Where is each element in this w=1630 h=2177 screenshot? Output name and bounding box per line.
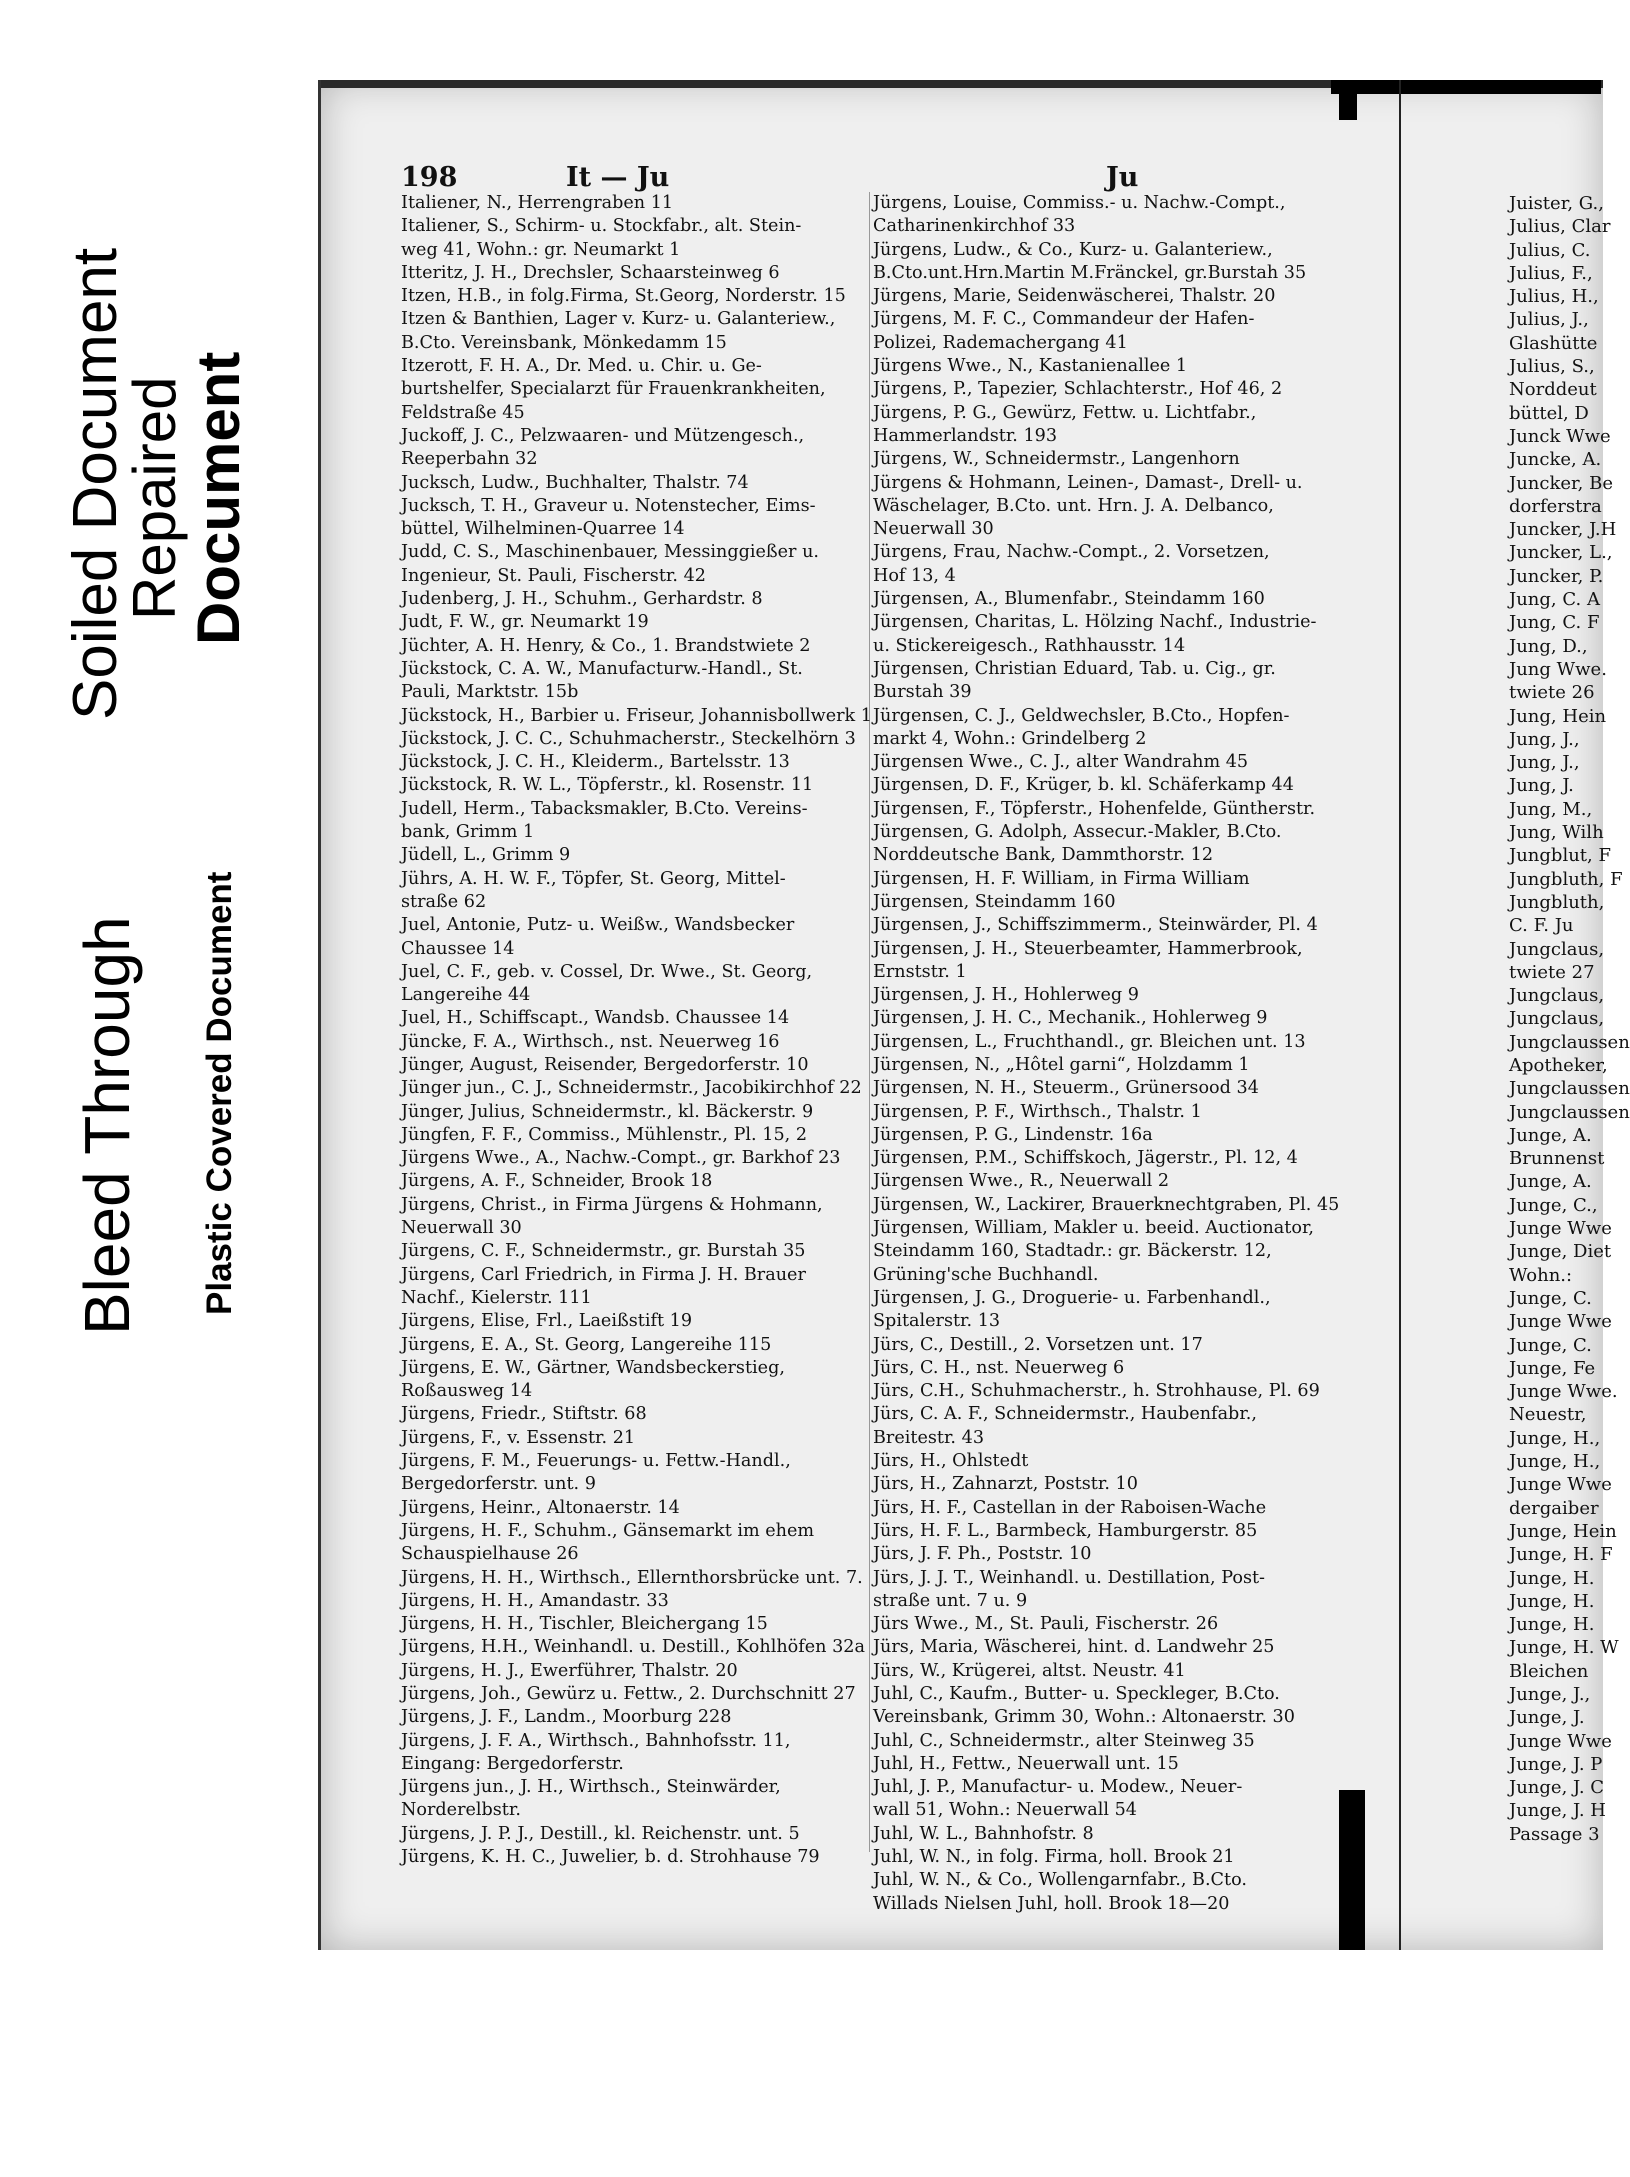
directory-entry-line: Jungbluth, F [1509, 868, 1623, 890]
directory-entry-line: Judd, C. S., Maschinenbauer, Messinggießer u. [401, 542, 819, 563]
directory-entry-line: Jürs, H. F. L., Barmbeck, Hamburgerstr. 85 [873, 1520, 1258, 1541]
directory-entry-line: Jung, C. A [1509, 589, 1600, 611]
directory-entry-line: Langereihe 44 [401, 985, 531, 1006]
binding-clip-top [1339, 80, 1357, 120]
directory-entry-line: Jürgensen, H. F. William, in Firma William [873, 868, 1250, 889]
directory-entry-line: Jürgensen, J. H., Hohlerweg 9 [873, 985, 1139, 1006]
directory-entry-line: Jürgens, F. M., Feuerungs- u. Fettw.-Handl., [401, 1451, 791, 1472]
directory-entry-line: Jung, C. F [1509, 612, 1600, 634]
directory-entry-line: Junge, J. [1509, 1707, 1585, 1729]
directory-entry-line: B.Cto. Vereinsbank, Mönkedamm 15 [401, 332, 727, 353]
directory-entry-line: Steindamm 160, Stadtadr.: gr. Bäckerstr. 12, [873, 1241, 1272, 1262]
directory-entry-line: Judell, Herm., Tabacksmakler, B.Cto. Vereins- [401, 798, 808, 819]
directory-entry-line: Juncker, P. [1509, 565, 1604, 587]
directory-entry-line: Norddeutsche Bank, Dammthorstr. 12 [873, 845, 1214, 866]
directory-entry-line: Junge, H. [1509, 1567, 1595, 1589]
directory-entry-line: Jürgens, Heinr., Altonaerstr. 14 [401, 1497, 680, 1518]
directory-entry-line: Juhl, C., Schneidermstr., alter Steinweg 35 [873, 1730, 1255, 1751]
directory-entry-line: Jürgens, H. F., Schuhm., Gänsemarkt im ehem [401, 1520, 815, 1541]
directory-entry-line: Jürgensen, D. F., Krüger, b. kl. Schäferkamp 44 [873, 775, 1294, 796]
directory-entry-line: Junge Wwe [1509, 1218, 1612, 1240]
directory-entry-line: Judt, F. W., gr. Neumarkt 19 [401, 612, 649, 633]
directory-entry-line: Jürgens, J. F., Landm., Moorburg 228 [401, 1707, 732, 1728]
directory-entry-line: Juncker, Be [1509, 472, 1613, 494]
directory-entry-line: Burstah 39 [873, 682, 972, 703]
directory-entry-line: Jückstock, R. W. L., Töpferstr., kl. Rosenstr. 11 [401, 775, 814, 796]
directory-entry-line: Jürs, C., Destill., 2. Vorsetzen unt. 17 [873, 1334, 1203, 1355]
directory-entry-line: Juhl, H., Fettw., Neuerwall unt. 15 [873, 1753, 1179, 1774]
directory-entry-line: Apotheker, [1509, 1054, 1608, 1076]
directory-entry-line: Spitalerstr. 13 [873, 1311, 1001, 1332]
directory-entry-line: Willads Nielsen Juhl, holl. Brook 18—20 [873, 1893, 1230, 1914]
directory-entry-line: dergaiber [1509, 1497, 1599, 1519]
directory-entry-line: Jürgensen, William, Makler u. beeid. Auctionator, [873, 1218, 1315, 1239]
directory-entry-line: Jürgens, C. F., Schneidermstr., gr. Burstah 35 [401, 1241, 806, 1262]
directory-entry-line: Itzen & Banthien, Lager v. Kurz- u. Galanteriew., [401, 309, 836, 330]
directory-entry-line: Jucksch, T. H., Graveur u. Notenstecher, Eims- [401, 495, 816, 516]
directory-entry-line: Jürgensen, L., Fruchthandl., gr. Bleichen unt. 13 [873, 1031, 1306, 1052]
directory-entry-line: straße unt. 7 u. 9 [873, 1590, 1028, 1611]
directory-entry-line: Jürgens, Marie, Seidenwäscherei, Thalstr. 20 [873, 286, 1276, 307]
directory-entry-line: Jückstock, H., Barbier u. Friseur, Johannisbollwerk 1 [401, 705, 872, 726]
directory-entry-line: Norderelbstr. [401, 1800, 521, 1821]
directory-entry-line: Jückstock, J. C. C., Schuhmacherstr., Steckelhörn 3 [401, 728, 856, 749]
directory-column-3 [1509, 192, 1630, 1846]
directory-entry-line: Julius, F., [1509, 262, 1593, 284]
directory-entry-line: Feldstraße 45 [401, 402, 525, 423]
directory-entry-line: Jungclaus, [1509, 938, 1605, 960]
directory-entry-line: Julius, Clar [1509, 216, 1611, 238]
directory-entry-line: Jürgens, P. G., Gewürz, Fettw. u. Lichtfabr., [873, 402, 1257, 423]
directory-entry-line: bank, Grimm 1 [401, 822, 535, 843]
directory-entry-line: Jürgensen, P. G., Lindenstr. 16a [873, 1124, 1153, 1145]
directory-entry-line: Schauspielhause 26 [401, 1544, 579, 1565]
directory-entry-line: Jürgensen Wwe., R., Neuerwall 2 [873, 1171, 1170, 1192]
directory-entry-line: Juhl, W. N., in folg. Firma, holl. Brook 21 [873, 1847, 1235, 1868]
directory-entry-line: Jungbluth, [1509, 891, 1605, 913]
directory-entry-line: Junge Wwe. [1509, 1381, 1618, 1403]
directory-entry-line: Junge, H. [1509, 1614, 1595, 1636]
directory-column-1 [401, 192, 871, 1869]
directory-entry-line: Jürgensen, Steindamm 160 [873, 891, 1116, 912]
directory-entry-line: Juhl, J. P., Manufactur- u. Modew., Neuer- [873, 1777, 1243, 1798]
directory-entry-line: Juncker, J.H [1509, 519, 1617, 541]
directory-entry-line: burtshelfer, Specialarzt für Frauenkrankheiten, [401, 379, 826, 400]
scanned-page [318, 80, 1630, 1950]
directory-entry-line: Jürgens & Hohmann, Leinen-, Damast-, Drell- u. [873, 472, 1303, 493]
directory-entry-line: Jungclaus, [1509, 985, 1605, 1007]
directory-entry-line: Jungblut, F [1509, 845, 1611, 867]
directory-entry-line: Wäschelager, B.Cto. unt. Hrn. J. A. Delbanco, [873, 495, 1274, 516]
directory-entry-line: Junge, J. P [1509, 1753, 1603, 1775]
directory-entry-line: Jüdell, L., Grimm 9 [401, 845, 571, 866]
label-soiled-document: Soiled Document [61, 247, 130, 720]
directory-entry-line: Jürgensen, J. G., Droguerie- u. Farbenhandl., [873, 1287, 1271, 1308]
directory-entry-line: büttel, D [1509, 402, 1589, 424]
directory-entry-line: büttel, Wilhelminen-Quarree 14 [401, 519, 685, 540]
directory-entry-line: Jürgens, F., v. Essenstr. 21 [401, 1427, 636, 1448]
directory-entry-line: Jung Wwe. [1509, 658, 1607, 680]
directory-entry-line: Jungclaus, [1509, 1008, 1605, 1030]
directory-entry-line: Jürs, J. J. T., Weinhandl. u. Destillation, Post- [873, 1567, 1265, 1588]
directory-entry-line: Junge, H. F [1509, 1544, 1613, 1566]
directory-entry-line: Junge Wwe [1509, 1311, 1612, 1333]
directory-entry-line: Jürgensen, W., Lackirer, Brauerknechtgraben, Pl. 45 [873, 1194, 1340, 1215]
directory-entry-line: Itteritz, J. H., Drechsler, Schaarsteinweg 6 [401, 262, 780, 283]
directory-entry-line: Hof 13, 4 [873, 565, 956, 586]
directory-entry-line: Bergedorferstr. unt. 9 [401, 1474, 596, 1495]
directory-entry-line: Jürgensen, F., Töpferstr., Hohenfelde, Güntherstr. [873, 798, 1316, 819]
directory-entry-line: Junge, J., [1509, 1684, 1591, 1705]
directory-entry-line: Junge, C. [1509, 1287, 1592, 1309]
directory-entry-line: Jürgens, Elise, Frl., Laeißstift 19 [401, 1311, 693, 1332]
directory-entry-line: Jürgensen, P. F., Wirthsch., Thalstr. 1 [873, 1101, 1202, 1122]
directory-entry-line: Jürgens Wwe., N., Kastanienallee 1 [873, 356, 1188, 377]
directory-entry-line: Jung, D., [1509, 635, 1588, 657]
directory-entry-line: Jürgens, H. J., Ewerführer, Thalstr. 20 [401, 1660, 738, 1681]
directory-entry-line: Wohn.: [1509, 1264, 1573, 1286]
directory-entry-line: Jürgens, Joh., Gewürz u. Fettw., 2. Durchschnitt 27 [401, 1684, 856, 1704]
directory-entry-line: Jürgens, P., Tapezier, Schlachterstr., Hof 46, 2 [873, 379, 1283, 400]
directory-entry-line: Jürgens, Christ., in Firma Jürgens & Hohmann, [401, 1194, 823, 1215]
directory-entry-line: Breitestr. 43 [873, 1427, 985, 1448]
directory-entry-line: Jückstock, C. A. W., Manufacturw.-Handl., St. [401, 658, 803, 679]
directory-entry-line: straße 62 [401, 891, 487, 912]
directory-entry-line: Junge, H., [1509, 1451, 1601, 1473]
directory-entry-line: Neuerwall 30 [873, 519, 994, 540]
directory-entry-line: wall 51, Wohn.: Neuerwall 54 [873, 1800, 1137, 1821]
directory-entry-line: Hammerlandstr. 193 [873, 425, 1058, 446]
directory-entry-line: Grüning'sche Buchhandl. [873, 1264, 1099, 1285]
directory-entry-line: Jürs, W., Krügerei, altst. Neustr. 41 [873, 1660, 1186, 1681]
directory-entry-line: Jürgensen, C. J., Geldwechsler, B.Cto., Hopfen- [873, 705, 1290, 726]
directory-entry-line: Eingang: Bergedorferstr. [401, 1753, 624, 1774]
directory-entry-line: Jürgensen, Christian Eduard, Tab. u. Cig., gr. [873, 658, 1276, 679]
directory-entry-line: Jucksch, Ludw., Buchhalter, Thalstr. 74 [401, 472, 749, 493]
directory-entry-line: Jungclaussen [1509, 1031, 1630, 1053]
directory-entry-line: Junge, Hein [1509, 1520, 1617, 1542]
directory-entry-line: Julius, C. [1509, 239, 1591, 261]
directory-entry-line: Junge, C. [1509, 1334, 1592, 1356]
directory-entry-line: twiete 26 [1509, 682, 1595, 704]
directory-entry-line: Norddeut [1509, 379, 1597, 401]
directory-entry-line: Polizei, Rademachergang 41 [873, 332, 1128, 353]
directory-entry-line: Jürgens, M. F. C., Commandeur der Hafen- [873, 309, 1255, 330]
directory-entry-line: Reeperbahn 32 [401, 449, 538, 470]
directory-entry-line: u. Stickereigesch., Rathhausstr. 14 [873, 635, 1186, 656]
directory-entry-line: Julius, H., [1509, 286, 1599, 308]
directory-entry-line: Junge, Fe [1509, 1357, 1596, 1379]
directory-entry-line: Jürgensen, P.M., Schiffskoch, Jägerstr., Pl. 12, 4 [873, 1148, 1298, 1169]
directory-entry-line: Jürgens jun., J. H., Wirthsch., Steinwärder, [401, 1777, 781, 1798]
directory-entry-line: Jürgens, W., Schneidermstr., Langenhorn [873, 449, 1240, 470]
directory-entry-line: Jüchter, A. H. Henry, & Co., 1. Brandstwiete 2 [401, 635, 811, 656]
directory-entry-line: Jürgensen, N., „Hôtel garni“, Holzdamm 1 [873, 1054, 1250, 1075]
directory-entry-line: dorferstra [1509, 495, 1602, 517]
directory-entry-line: Passage 3 [1509, 1823, 1600, 1845]
directory-entry-line: Jürs, C. A. F., Schneidermstr., Haubenfabr., [873, 1404, 1257, 1425]
directory-entry-line: Junge Wwe [1509, 1730, 1612, 1752]
directory-entry-line: Jünger, August, Reisender, Bergedorferstr. 10 [401, 1054, 809, 1075]
directory-entry-line: Jüncke, F. A., Wirthsch., nst. Neuerweg 16 [401, 1031, 780, 1052]
directory-entry-line: Jung, Hein [1509, 705, 1607, 727]
directory-entry-line: Jürs, H., Ohlstedt [873, 1451, 1029, 1472]
directory-entry-line: Junge, H., [1509, 1427, 1601, 1449]
directory-entry-line: Jürgens, E. W., Gärtner, Wandsbeckerstieg, [401, 1357, 785, 1378]
directory-entry-line: Jürs, J. F. Ph., Poststr. 10 [873, 1544, 1092, 1565]
directory-entry-line: Jürgens, H. H., Tischler, Bleichergang 15 [401, 1614, 768, 1635]
directory-entry-line: Jürgens, J. F. A., Wirthsch., Bahnhofsstr. 11, [401, 1730, 791, 1751]
directory-entry-line: Itzen, H.B., in folg.Firma, St.Georg, Norderstr. 15 [401, 286, 846, 307]
directory-entry-line: Jürgens, H. H., Wirthsch., Ellernthorsbrücke unt. 7. [401, 1567, 863, 1588]
directory-entry-line: Junge, J. H [1509, 1800, 1606, 1822]
directory-entry-line: Jürs, C.H., Schuhmacherstr., h. Strohhause, Pl. 69 [873, 1381, 1320, 1402]
directory-entry-line: twiete 27 [1509, 961, 1595, 983]
directory-entry-line: Jünger, Julius, Schneidermstr., kl. Bäckerstr. 9 [401, 1101, 814, 1122]
directory-entry-line: Jückstock, J. C. H., Kleiderm., Bartelsstr. 13 [401, 752, 790, 773]
directory-entry-line: Juhl, C., Kaufm., Butter- u. Speckleger, B.Cto. [873, 1684, 1280, 1704]
directory-entry-line: Jürgens, A. F., Schneider, Brook 18 [401, 1171, 713, 1192]
directory-entry-line: Jürgens, Frau, Nachw.-Compt., 2. Vorsetzen, [873, 542, 1270, 563]
directory-entry-line: Jürgensen, Charitas, L. Hölzing Nachf., Industrie- [873, 612, 1317, 633]
directory-entry-line: Juister, G., [1509, 193, 1604, 214]
directory-entry-line: Glashütte [1509, 332, 1598, 354]
label-document: Document [185, 351, 252, 645]
directory-entry-line: Brunnenst [1509, 1148, 1605, 1170]
directory-entry-line: Jürgensen, A., Blumenfabr., Steindamm 160 [873, 589, 1265, 610]
directory-entry-line: Jürgens, Carl Friedrich, in Firma J. H. Brauer [401, 1264, 806, 1285]
directory-entry-line: C. F. Ju [1509, 915, 1574, 937]
directory-entry-line: Jürs, Maria, Wäscherei, hint. d. Landwehr 25 [873, 1637, 1275, 1658]
directory-entry-line: weg 41, Wohn.: gr. Neumarkt 1 [401, 239, 681, 260]
directory-entry-line: Roßausweg 14 [401, 1381, 533, 1402]
directory-entry-line: Itzerott, F. H. A., Dr. Med. u. Chir. u. Ge- [401, 356, 762, 377]
directory-entry-line: Jürs, H. F., Castellan in der Raboisen-Wache [873, 1497, 1267, 1518]
directory-entry-line: Juhl, W. N., & Co., Wollengarnfabr., B.Cto. [873, 1870, 1247, 1891]
directory-entry-line: Neuestr, [1509, 1404, 1587, 1426]
directory-entry-line: Nachf., Kielerstr. 111 [401, 1287, 592, 1308]
page-edge-shadow [1331, 80, 1601, 94]
directory-entry-line: Junge, A. [1509, 1171, 1592, 1193]
directory-entry-line: Jürgensen, J., Schiffszimmerm., Steinwärder, Pl. 4 [873, 915, 1318, 936]
directory-entry-line: Jürgensen, J. H. C., Mechanik., Hohlerweg 9 [873, 1008, 1268, 1029]
directory-entry-line: Jürgensen, J. H., Steuerbeamter, Hammerbrook, [873, 938, 1303, 959]
directory-entry-line: Ernststr. 1 [873, 961, 967, 982]
directory-entry-line: Jürgensen, G. Adolph, Assecur.-Makler, B.Cto. [873, 822, 1282, 843]
directory-entry-line: Juel, C. F., geb. v. Cossel, Dr. Wwe., St. Georg, [401, 961, 813, 982]
directory-entry-line: Ingenieur, St. Pauli, Fischerstr. 42 [401, 565, 706, 586]
directory-entry-line: Jungclaussen [1509, 1078, 1630, 1100]
directory-entry-line: Chaussee 14 [401, 938, 515, 959]
directory-entry-line: Junck Wwe [1509, 425, 1611, 447]
page-number: 198 [401, 162, 458, 193]
directory-entry-line: Julius, S., [1509, 356, 1595, 378]
directory-entry-line: Jürs Wwe., M., St. Pauli, Fischerstr. 26 [873, 1614, 1219, 1635]
directory-entry-line: Jürgens Wwe., A., Nachw.-Compt., gr. Barkhof 23 [401, 1148, 841, 1169]
directory-entry-line: Junge, H. W [1509, 1637, 1619, 1659]
directory-entry-line: Catharinenkirchhof 33 [873, 216, 1076, 237]
directory-entry-line: Jürgens, Friedr., Stiftstr. 68 [401, 1404, 647, 1425]
directory-entry-line: Junge, J. C [1509, 1777, 1605, 1799]
running-head-left: It — Ju [566, 162, 670, 193]
directory-entry-line: Jung, J., [1509, 728, 1580, 750]
directory-entry-line: Italiener, N., Herrengraben 11 [401, 193, 674, 213]
running-head-center: Ju [1106, 162, 1139, 193]
directory-entry-line: Juel, H., Schiffscapt., Wandsb. Chaussee 14 [401, 1008, 790, 1029]
directory-entry-line: Jürgens, H. H., Amandastr. 33 [401, 1590, 669, 1611]
label-bleed-through: Bleed Through [71, 916, 143, 1335]
directory-entry-line: Jürs, H., Zahnarzt, Poststr. 10 [873, 1474, 1138, 1495]
directory-entry-line: Jürgens, E. A., St. Georg, Langereihe 115 [401, 1334, 772, 1355]
directory-entry-line: Neuerwall 30 [401, 1218, 522, 1239]
directory-entry-line: Junge, A. [1509, 1124, 1592, 1146]
directory-entry-line: Junge, H. [1509, 1590, 1595, 1612]
directory-entry-line: Jünger jun., C. J., Schneidermstr., Jacobikirchhof 22 [401, 1078, 862, 1099]
directory-entry-line: Italiener, S., Schirm- u. Stockfabr., alt. Stein- [401, 216, 802, 237]
label-repaired: Repaired [121, 376, 188, 620]
directory-entry-line: markt 4, Wohn.: Grindelberg 2 [873, 728, 1147, 749]
directory-column-2 [873, 192, 1349, 1916]
directory-entry-line: Pauli, Marktstr. 15b [401, 682, 579, 703]
directory-entry-line: Judenberg, J. H., Schuhm., Gerhardstr. 8 [401, 589, 763, 610]
directory-entry-line: Jürgens, H.H., Weinhandl. u. Destill., Kohlhöfen 32a [401, 1637, 865, 1658]
directory-entry-line: Juel, Antonie, Putz- u. Weißw., Wandsbecker [401, 915, 795, 936]
label-plastic-covered-document: Plastic Covered Document [200, 871, 239, 1315]
directory-entry-line: Junge, C., [1509, 1194, 1598, 1216]
directory-entry-line: Jürs, C. H., nst. Neuerweg 6 [873, 1357, 1125, 1378]
directory-entry-line: Julius, J., [1509, 309, 1589, 331]
directory-entry-line: Jung, M., [1509, 798, 1593, 820]
directory-entry-line: Vereinsbank, Grimm 30, Wohn.: Altonaerstr. 30 [873, 1707, 1295, 1728]
directory-entry-line: Juncke, A. [1509, 449, 1602, 471]
directory-entry-line: Jürgens, K. H. C., Juwelier, b. d. Strohhause 79 [401, 1847, 820, 1868]
directory-entry-line: Jührs, A. H. W. F., Töpfer, St. Georg, Mittel- [401, 868, 786, 889]
directory-entry-line: Juncker, L., [1509, 542, 1613, 564]
directory-entry-line: Junge Wwe [1509, 1474, 1612, 1496]
directory-entry-line: Jürgens, J. P. J., Destill., kl. Reichenstr. unt. 5 [401, 1823, 800, 1844]
directory-entry-line: Jüngfen, F. F., Commiss., Mühlenstr., Pl. 15, 2 [401, 1124, 808, 1145]
directory-entry-line: Jürgens, Ludw., & Co., Kurz- u. Galanteriew., [873, 239, 1273, 260]
directory-entry-line: B.Cto.unt.Hrn.Martin M.Fränckel, gr.Burstah 35 [873, 262, 1307, 283]
directory-entry-line: Juckoff, J. C., Pelzwaaren- und Mützengesch., [401, 425, 805, 446]
directory-entry-line: Bleichen [1509, 1660, 1589, 1682]
directory-entry-line: Juhl, W. L., Bahnhofstr. 8 [873, 1823, 1094, 1844]
directory-entry-line: Jung, J., [1509, 752, 1580, 774]
directory-entry-line: Jürgens, Louise, Commiss.- u. Nachw.-Compt., [873, 193, 1286, 213]
directory-entry-line: Jung, Wilh [1509, 822, 1604, 844]
directory-entry-line: Jungclaussen [1509, 1101, 1630, 1123]
directory-entry-line: Jürgensen, N. H., Steuerm., Grünersood 34 [873, 1078, 1259, 1099]
directory-entry-line: Jung, J. [1509, 775, 1574, 797]
directory-entry-line: Junge, Diet [1509, 1241, 1612, 1263]
directory-entry-line: Jürgensen Wwe., C. J., alter Wandrahm 45 [873, 752, 1249, 773]
